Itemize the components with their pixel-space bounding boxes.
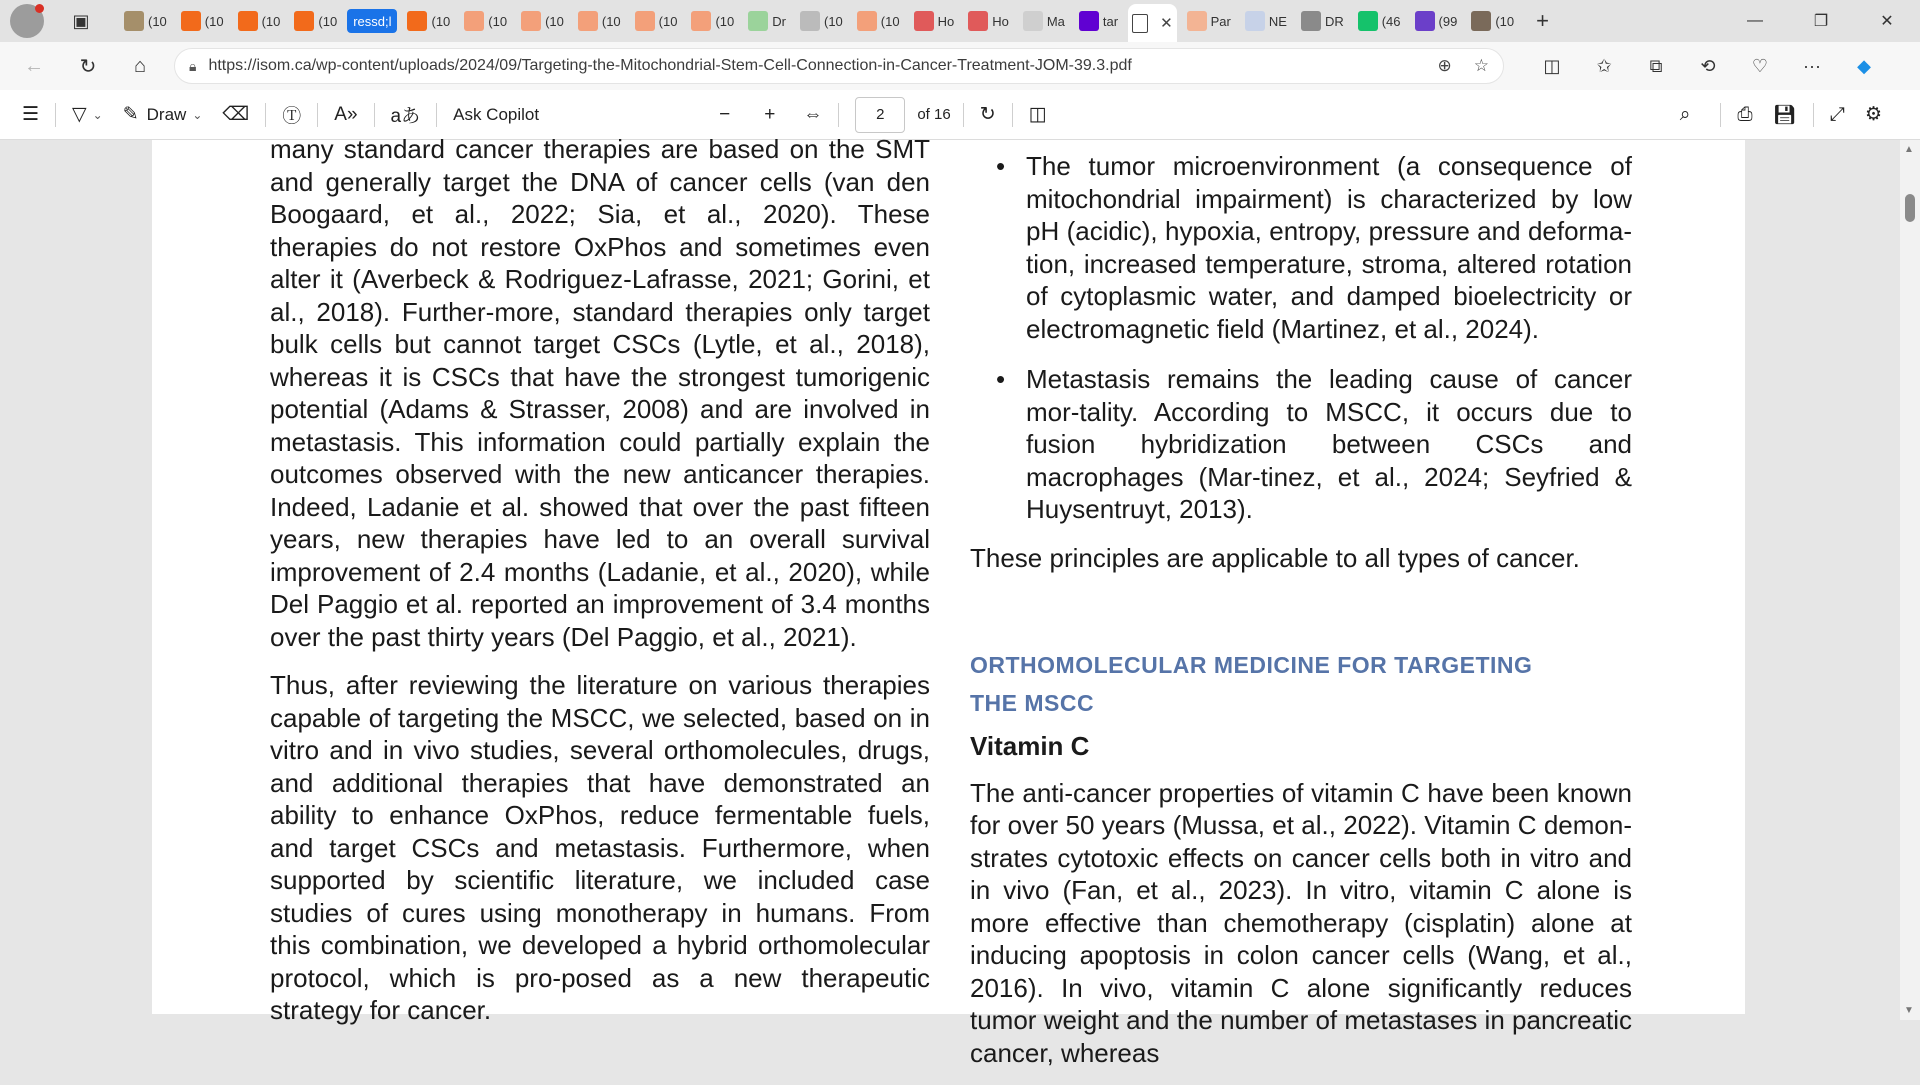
chevron-down-icon: ⌄	[92, 107, 103, 122]
settings-button[interactable]	[1855, 97, 1892, 133]
toolbar-divider	[55, 103, 56, 127]
tab-label: Par	[1210, 13, 1231, 29]
browser-tab[interactable]	[1467, 5, 1518, 37]
profile-avatar[interactable]	[10, 4, 44, 38]
plus-icon: +	[764, 103, 776, 125]
toolbar-divider	[1720, 103, 1721, 127]
tab-favicon-icon	[238, 11, 258, 31]
tab-favicon-icon	[521, 11, 541, 31]
tab-label: (10	[148, 13, 167, 29]
favorite-star-icon[interactable]: ☆	[1473, 56, 1489, 75]
toolbar-divider	[317, 103, 318, 127]
browser-tab[interactable]	[687, 5, 738, 37]
right-column	[970, 150, 1632, 1085]
browser-tab-strip	[0, 0, 1920, 42]
left-column	[270, 133, 930, 1043]
pdf-viewer[interactable]	[0, 134, 1920, 1068]
toolbar-divider	[374, 103, 375, 127]
tab-label: (10	[658, 13, 678, 29]
save-button[interactable]	[1763, 97, 1807, 133]
browser-tab[interactable]	[1075, 5, 1122, 37]
tab-label: DR	[1324, 13, 1344, 29]
toolbar-divider	[265, 103, 266, 127]
ask-copilot-button[interactable]	[443, 97, 549, 133]
tab-label: Dr	[772, 13, 786, 29]
tab-label: (10	[261, 13, 281, 29]
zoom-in-button[interactable]	[754, 97, 785, 133]
browser-tab[interactable]	[1354, 5, 1405, 37]
contents-icon[interactable]: ☰	[22, 104, 40, 125]
page-number-input[interactable]: 2	[855, 97, 905, 133]
tab-label: Ho	[937, 13, 955, 29]
address-bar[interactable]	[174, 48, 1504, 84]
navigation-bar	[0, 42, 1920, 90]
tab-label: (10	[601, 13, 621, 29]
tab-favicon-icon	[1471, 11, 1491, 31]
favorites-icon[interactable]: ✩	[1596, 55, 1612, 76]
chevron-down-icon: ⌄	[192, 107, 203, 122]
tab-label: tar	[1102, 13, 1119, 29]
tab-favicon-icon	[464, 11, 484, 31]
lock-icon[interactable]: 🔒︎	[189, 57, 197, 74]
home-icon[interactable]: ⌂	[133, 54, 147, 77]
tab-favicon-icon	[748, 11, 768, 31]
bullet-item: • The tumor microenvironment (a consequence of mitochondrial impairment) is characterized by low pH (acidic), hypoxia, entropy, pressure and deforma-tion, increased temperature, stroma, altered rotation of cytoplasmic water, and damped bioelectricity or electromagnetic field (Martinez, et al., 2024).	[970, 150, 1632, 345]
browser-tab[interactable]	[631, 5, 682, 37]
browser-tab[interactable]	[290, 5, 341, 37]
tab-list	[120, 0, 1524, 42]
toolbar-divider	[436, 103, 437, 127]
tab-favicon-icon	[407, 11, 427, 31]
section-heading-line: ORTHOMOLECULAR MEDICINE FOR TARGETING	[970, 652, 1533, 678]
toolbar-divider	[838, 103, 839, 127]
eraser-button[interactable]	[212, 97, 259, 133]
tab-label: (10	[204, 13, 224, 29]
split-screen-icon[interactable]: ◫	[1543, 55, 1561, 76]
tab-favicon-icon	[800, 11, 820, 31]
tab-favicon-icon	[1415, 11, 1435, 31]
gear-icon: ⚙	[1864, 104, 1882, 125]
history-icon[interactable]: ⟲	[1700, 55, 1716, 76]
toolbar-divider	[963, 103, 964, 127]
search-icon: ⌕	[1679, 103, 1691, 125]
collections-icon[interactable]: ⧉	[1649, 55, 1663, 76]
tab-favicon-icon	[124, 11, 144, 31]
zoom-icon[interactable]: ⊕	[1437, 56, 1452, 75]
tab-label: (46	[1381, 13, 1401, 29]
tab-actions-icon[interactable]: ▣	[72, 10, 90, 31]
tab-favicon-icon	[578, 11, 598, 31]
tab-label: Ho	[992, 13, 1009, 29]
tab-favicon-icon	[1187, 11, 1207, 31]
highlighter-icon: ▽	[72, 104, 87, 125]
restore-icon[interactable]: ❐	[1813, 13, 1829, 30]
highlight-button[interactable]	[62, 97, 113, 133]
fit-width-icon: ⇔	[803, 103, 823, 125]
browser-tab[interactable]	[853, 5, 904, 37]
browser-tab[interactable]	[796, 5, 847, 37]
body-paragraph: Thus, after reviewing the literature on various therapies capable of targeting the MSCC, we selected, based on in vitro and in vivo studies, several orthomolecules, drugs, and additional therapies that have demonstrated an ability to enhance OxPhos, reduce fermentable fuels, and target CSCs and metastasis. Furthermore, when supported by scientific literature, we included case studies of cures using monotherapy in humans. From this combination, we developed a hybrid orthomolecular protocol, which is pro-posed as a new therapeutic strategy for cancer.	[270, 670, 930, 1025]
text-box-icon: Ⓣ	[282, 106, 302, 127]
tab-favicon-icon	[181, 11, 201, 31]
save-icon: 💾︎	[1772, 104, 1797, 126]
tab-favicon-icon	[691, 11, 711, 31]
print-icon: ⎙	[1737, 103, 1753, 125]
tab-label: Ma	[1046, 13, 1065, 29]
tab-favicon-icon	[294, 11, 314, 31]
browser-tab[interactable]	[234, 5, 285, 37]
search-button[interactable]	[1670, 97, 1701, 133]
copilot-icon[interactable]: ◆	[1857, 55, 1871, 76]
tab-label: (99	[1438, 13, 1458, 29]
tab-label: NE	[1268, 13, 1287, 29]
read-aloud-button[interactable]	[324, 97, 367, 133]
tab-label: (10	[1495, 13, 1515, 29]
scroll-down-icon[interactable]: ▼	[1904, 1005, 1914, 1016]
tab-label: (10	[431, 13, 451, 29]
browser-actions	[1526, 56, 1890, 77]
tab-label: (10	[545, 13, 564, 29]
fit-page-button[interactable]	[793, 97, 832, 133]
browser-tab[interactable]	[403, 5, 454, 37]
pen-icon: ✎	[122, 104, 139, 125]
translate-button[interactable]	[381, 97, 431, 133]
read-aloud-icon: A»	[334, 103, 358, 125]
zoom-out-button[interactable]	[709, 97, 740, 133]
tab-label: (10	[823, 13, 843, 29]
tab-favicon-icon	[1301, 11, 1321, 31]
tab-label: (10	[715, 13, 735, 29]
expand-icon: ⤢	[1829, 103, 1845, 125]
rotate-icon: ↻	[979, 104, 996, 125]
tab-favicon-icon	[968, 11, 988, 31]
bullet-item: • Metastasis remains the leading cause of cancer mor-tality. According to MSCC, it occurs due to fusion hybridization between CSCs and macrophages (Mar-tinez, et al., 2024; Seyfried & Huysentruyt, 2013).	[970, 363, 1632, 526]
browser-essentials-icon[interactable]: ♡	[1751, 55, 1769, 76]
browser-tab-active[interactable]	[1128, 4, 1177, 42]
draw-button[interactable]	[113, 97, 213, 133]
toolbar-divider	[1813, 103, 1814, 127]
add-text-button[interactable]	[272, 97, 311, 133]
browser-tab[interactable]	[964, 5, 1013, 37]
ask-copilot-label: Ask Copilot	[453, 104, 540, 124]
browser-tab[interactable]	[744, 5, 790, 37]
section-heading	[970, 646, 1632, 722]
tab-favicon-icon	[914, 11, 934, 31]
section-heading-line: THE MSCC	[970, 690, 1095, 716]
tab-label: (10	[880, 13, 900, 29]
tab-favicon-icon	[635, 11, 655, 31]
tab-label: (10	[318, 13, 338, 29]
browser-tab[interactable]	[120, 5, 171, 37]
new-tab-button[interactable]: +	[1536, 8, 1549, 33]
body-paragraph: The anti-cancer properties of vitamin C have been known for over 50 years (Mussa, et al., 2022). Vitamin C demon-strates cytotoxic effects on cancer cells both in vitro and in vivo (Fan, et al., 2023). In vitro, vitamin C alone is more effective than chemotherapy (cisplatin) alone at inducing apoptosis in colon cancer cells (Wang, et al., 2016). In vivo, vitamin C alone significantly reduces tumor weight and the number of metastases in pancreatic cancer, whereas	[970, 777, 1632, 1068]
browser-tab[interactable]	[1241, 5, 1291, 37]
tab-favicon-icon	[1079, 11, 1099, 31]
page-count: of 16	[917, 106, 951, 123]
document-icon	[1132, 14, 1148, 33]
scroll-up-icon[interactable]: ▲	[1904, 144, 1914, 155]
fullscreen-button[interactable]	[1820, 97, 1855, 133]
eraser-icon: ⌫	[222, 104, 250, 125]
refresh-icon[interactable]: ↻	[79, 55, 97, 78]
browser-tab[interactable]	[1019, 5, 1069, 37]
pdf-page	[152, 134, 1745, 1068]
toolbar-divider	[1012, 103, 1013, 127]
minimize-icon[interactable]: —	[1747, 12, 1763, 29]
browser-tab[interactable]	[910, 5, 959, 37]
browser-tab[interactable]	[347, 9, 397, 33]
tab-favicon-icon	[1358, 11, 1378, 31]
close-tab-icon[interactable]: ✕	[1160, 15, 1173, 32]
minus-icon: −	[719, 103, 731, 125]
toolbar-right-group	[1670, 97, 1920, 133]
tab-favicon-icon	[857, 11, 877, 31]
body-paragraph: many standard cancer therapies are based on the SMT and generally target the DNA of cancer cells (van den Boogaard, et al., 2022; Sia, et al., 2020). These therapies do not restore OxPhos and sometimes even alter it (Averbeck & Rodriguez-Lafrasse, 2021; Gorini, et al., 2018). Further-more, standard therapies only target bulk cells but cannot target CSCs (Lytle, et al., 2018), whereas it is CSCs that have the strongest tumorigenic potential (Adams & Strasser, 2008) and are involved in metastasis. This information could partially explain the outcomes observed with the new anticancer therapies. Indeed, Ladanie et al. showed that over the past fifteen years, new therapies have led to an overall survival improvement of 2.4 months (Ladanie, et al., 2020), while Del Paggio et al. reported an improvement of 3.4 months over the past thirty years (Del Paggio, et al., 2021).	[270, 134, 930, 652]
browser-tab[interactable]	[1297, 5, 1348, 37]
window-controls	[1722, 11, 1920, 31]
subheading: Vitamin C	[970, 731, 1090, 761]
translate-icon: aあ	[390, 106, 421, 127]
bullet-list	[970, 150, 1632, 526]
vertical-scrollbar[interactable]	[1900, 140, 1920, 1020]
page-view-button[interactable]	[1019, 97, 1057, 133]
rotate-button[interactable]	[970, 97, 1006, 133]
more-menu-icon[interactable]: ···	[1803, 55, 1821, 76]
back-icon[interactable]: ←	[24, 54, 44, 77]
browser-tab[interactable]	[1411, 5, 1462, 37]
print-button[interactable]	[1727, 97, 1762, 133]
tab-label: ressd;l	[353, 13, 392, 29]
browser-tab[interactable]	[574, 5, 625, 37]
tab-favicon-icon	[1023, 11, 1043, 31]
browser-tab[interactable]	[1183, 5, 1235, 37]
tab-label: (10	[488, 13, 508, 29]
tab-favicon-icon	[1245, 11, 1265, 31]
page-view-icon: ◫	[1028, 104, 1047, 125]
browser-tab[interactable]	[177, 5, 228, 37]
draw-label: Draw	[146, 104, 187, 124]
browser-tab[interactable]	[517, 5, 568, 37]
scrollbar-thumb[interactable]	[1905, 194, 1915, 222]
url-text[interactable]: https://isom.ca/wp-content/uploads/2024/09/Targeting-the-Mitochondrial-Stem-Cell-Connection-in-Cancer-Treatment-JOM-39.3.pdf	[208, 57, 1132, 74]
summary-paragraph: These principles are applicable to all types of cancer.	[970, 542, 1580, 573]
close-window-icon[interactable]: ✕	[1880, 13, 1894, 30]
browser-tab[interactable]	[460, 5, 511, 37]
